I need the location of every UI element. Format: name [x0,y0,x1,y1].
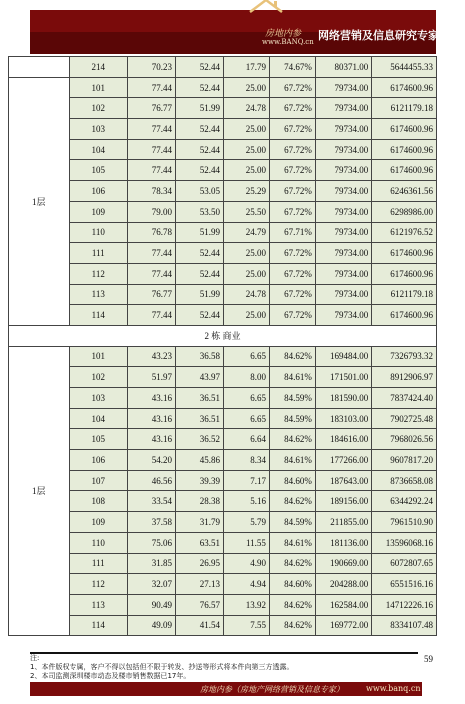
table-cell: 76.78 [127,222,175,243]
table-row [9,388,437,409]
unit-number: 113 [69,594,127,615]
table-cell: 63.51 [176,532,224,553]
table-cell: 67.72% [269,139,315,160]
table-cell: 67.72% [269,160,315,181]
table-cell: 6246361.56 [372,181,437,202]
notes-box [30,652,418,682]
unit-number: 101 [69,346,127,367]
table-cell: 6.65 [224,346,270,367]
table-row [9,57,437,78]
table-cell: 41.54 [176,615,224,636]
table-cell: 84.62% [269,491,315,512]
sales-table [8,56,437,636]
table-row [9,512,437,533]
table-cell: 183103.00 [315,408,371,429]
table-cell: 79734.00 [315,305,371,326]
unit-number: 114 [69,615,127,636]
table-cell: 162584.00 [315,594,371,615]
table-row [9,139,437,160]
table-cell: 13.92 [224,594,270,615]
table-cell: 169772.00 [315,615,371,636]
table-cell: 211855.00 [315,512,371,533]
table-cell: 6174600.96 [372,139,437,160]
brand-url: www.BANQ.cn [262,38,314,46]
table-cell: 171501.00 [315,367,371,388]
table-cell: 84.61% [269,450,315,471]
table-cell: 79.00 [127,201,175,222]
table-cell: 79734.00 [315,263,371,284]
table-cell: 25.50 [224,201,270,222]
table-row [9,491,437,512]
table-cell: 6298986.00 [372,201,437,222]
table-cell: 31.85 [127,553,175,574]
table-cell: 84.61% [269,532,315,553]
table-cell: 53.50 [176,201,224,222]
table-cell: 184616.00 [315,429,371,450]
table-cell: 25.00 [224,305,270,326]
table-cell: 7837424.40 [372,388,437,409]
table-row [9,615,437,636]
table-cell: 79734.00 [315,222,371,243]
unit-number: 104 [69,408,127,429]
table-row [9,98,437,119]
table-row [9,532,437,553]
table-cell: 78.34 [127,181,175,202]
table-cell: 6121179.18 [372,98,437,119]
unit-number: 103 [69,388,127,409]
table-cell: 84.59% [269,512,315,533]
floor-label: 1层 [9,346,70,636]
table-cell: 67.72% [269,77,315,98]
table-cell: 77.44 [127,139,175,160]
table-cell: 7968026.56 [372,429,437,450]
table-cell: 189156.00 [315,491,371,512]
table-cell: 181590.00 [315,388,371,409]
table-cell: 25.00 [224,139,270,160]
table-cell: 181136.00 [315,532,371,553]
table-cell: 6174600.96 [372,77,437,98]
table-cell: 8912906.97 [372,367,437,388]
table-row [9,450,437,471]
table-cell: 79734.00 [315,98,371,119]
table-row [9,243,437,264]
table-cell: 79734.00 [315,181,371,202]
table-cell: 5.79 [224,512,270,533]
table-cell: 52.44 [176,57,224,78]
table-cell: 45.86 [176,450,224,471]
table-cell: 52.44 [176,243,224,264]
table-cell: 6121976.52 [372,222,437,243]
table-cell: 51.99 [176,284,224,305]
unit-number: 108 [69,491,127,512]
table-cell: 24.78 [224,98,270,119]
table-cell: 49.09 [127,615,175,636]
unit-number: 111 [69,553,127,574]
table-cell: 51.99 [176,222,224,243]
table-cell: 76.57 [176,594,224,615]
table-cell: 43.16 [127,408,175,429]
table-cell: 79734.00 [315,139,371,160]
unit-number: 110 [69,222,127,243]
table-cell: 36.58 [176,346,224,367]
table-cell: 79734.00 [315,284,371,305]
table-cell: 77.44 [127,305,175,326]
table-cell: 37.58 [127,512,175,533]
table-cell: 26.95 [176,553,224,574]
table-cell: 74.67% [269,57,315,78]
table-cell: 43.23 [127,346,175,367]
table-cell: 9607817.20 [372,450,437,471]
table-cell: 77.44 [127,119,175,140]
table-cell: 7.55 [224,615,270,636]
table-cell: 4.90 [224,553,270,574]
table-cell: 36.52 [176,429,224,450]
table-cell: 43.16 [127,429,175,450]
table-cell: 17.79 [224,57,270,78]
unit-number: 105 [69,429,127,450]
table-cell: 84.62% [269,553,315,574]
table-row [9,574,437,595]
table-cell: 6.64 [224,429,270,450]
table-cell: 187643.00 [315,470,371,491]
table-cell: 79734.00 [315,201,371,222]
unit-number: 105 [69,160,127,181]
unit-number: 112 [69,263,127,284]
table-cell: 52.44 [176,305,224,326]
table-cell: 6344292.24 [372,491,437,512]
table-cell: 33.54 [127,491,175,512]
table-row [9,553,437,574]
table-cell: 6174600.96 [372,305,437,326]
table-cell: 25.00 [224,77,270,98]
table-cell: 77.44 [127,243,175,264]
table-row [9,429,437,450]
table-cell: 11.55 [224,532,270,553]
table-cell: 84.62% [269,615,315,636]
table-cell: 13596068.16 [372,532,437,553]
table-cell: 27.13 [176,574,224,595]
table-cell: 84.60% [269,470,315,491]
table-row [9,160,437,181]
table-cell: 79734.00 [315,243,371,264]
unit-number: 111 [69,243,127,264]
table-cell: 25.29 [224,181,270,202]
table-cell: 76.77 [127,98,175,119]
table-cell: 6072807.65 [372,553,437,574]
table-row [9,119,437,140]
table-cell: 25.00 [224,263,270,284]
table-cell: 84.59% [269,388,315,409]
table-cell: 7961510.90 [372,512,437,533]
table-cell: 8.00 [224,367,270,388]
table-cell: 84.62% [269,429,315,450]
table-cell: 32.07 [127,574,175,595]
unit-number: 110 [69,532,127,553]
table-cell: 6174600.96 [372,263,437,284]
page-number: 59 [424,654,433,664]
table-row [9,470,437,491]
table-cell: 67.72% [269,181,315,202]
house-logo-icon [248,0,284,22]
table-cell: 67.72% [269,201,315,222]
table-cell: 31.79 [176,512,224,533]
table-row [9,284,437,305]
table-cell: 8736658.08 [372,470,437,491]
table-cell: 4.94 [224,574,270,595]
table-row [9,222,437,243]
table-cell: 53.05 [176,181,224,202]
unit-number: 114 [69,305,127,326]
unit-number: 109 [69,512,127,533]
table-cell: 6.65 [224,408,270,429]
table-cell: 84.60% [269,574,315,595]
footer-url: www.banq.cn [366,684,421,693]
table-cell: 5.16 [224,491,270,512]
table-cell: 67.72% [269,98,315,119]
table-cell: 46.56 [127,470,175,491]
unit-number: 103 [69,119,127,140]
table-cell: 52.44 [176,119,224,140]
table-cell: 5644455.33 [372,57,437,78]
table-cell: 77.44 [127,160,175,181]
table-cell: 6174600.96 [372,243,437,264]
table-row [9,201,437,222]
table-cell: 6121179.18 [372,284,437,305]
table-cell: 177266.00 [315,450,371,471]
table-cell: 84.62% [269,346,315,367]
table-cell: 36.51 [176,388,224,409]
table-cell: 51.97 [127,367,175,388]
floor-label: 1层 [9,77,70,325]
table-cell: 25.00 [224,119,270,140]
table-cell: 24.78 [224,284,270,305]
table-row [9,408,437,429]
table-cell: 52.44 [176,263,224,284]
table-row [9,305,437,326]
table-cell: 28.38 [176,491,224,512]
table-cell: 25.00 [224,243,270,264]
table-cell: 36.51 [176,408,224,429]
table-cell: 84.62% [269,594,315,615]
table-cell: 190669.00 [315,553,371,574]
table-cell: 24.79 [224,222,270,243]
notes-line-2: 2、本司监测深圳楼市动态及楼市销售数据已17年。 [30,672,191,680]
table-cell: 77.44 [127,263,175,284]
table-cell: 14712226.16 [372,594,437,615]
section-header-row [9,325,437,346]
brand-name: 房地内参 [265,29,302,39]
unit-number: 214 [69,57,127,78]
table-cell: 84.61% [269,367,315,388]
table-cell: 8334107.48 [372,615,437,636]
unit-number: 112 [69,574,127,595]
table-row [9,346,437,367]
unit-number: 106 [69,450,127,471]
table-cell: 39.39 [176,470,224,491]
table-cell: 6.65 [224,388,270,409]
unit-number: 101 [69,77,127,98]
unit-number: 107 [69,470,127,491]
table-cell: 7902725.48 [372,408,437,429]
table-cell: 51.99 [176,98,224,119]
table-cell: 70.23 [127,57,175,78]
table-cell: 7326793.32 [372,346,437,367]
table-cell: 8.34 [224,450,270,471]
footer-text: 房地内参（房地产网络营销及信息专家） [200,685,344,694]
table-cell: 77.44 [127,77,175,98]
table-cell: 6174600.96 [372,160,437,181]
table-cell: 43.97 [176,367,224,388]
unit-number: 104 [69,139,127,160]
table-cell: 52.44 [176,77,224,98]
table-cell: 6551516.16 [372,574,437,595]
table-cell: 6174600.96 [372,119,437,140]
table-cell: 204288.00 [315,574,371,595]
table-cell: 79734.00 [315,77,371,98]
table-cell: 67.72% [269,263,315,284]
table-cell: 52.44 [176,160,224,181]
table-row [9,263,437,284]
table-cell: 67.72% [269,305,315,326]
table-cell: 7.17 [224,470,270,491]
table-cell: 52.44 [176,139,224,160]
table-cell: 84.59% [269,408,315,429]
section-label: 2 栋 商业 [9,325,437,346]
unit-number: 109 [69,201,127,222]
unit-number: 102 [69,367,127,388]
table-cell: 67.72% [269,243,315,264]
table-cell: 54.20 [127,450,175,471]
table-cell: 80371.00 [315,57,371,78]
table-cell: 75.06 [127,532,175,553]
table-cell: 76.77 [127,284,175,305]
table-cell: 67.72% [269,119,315,140]
table-cell: 67.72% [269,284,315,305]
header-title: 网络营销及信息研究专家 [318,29,439,42]
unit-number: 113 [69,284,127,305]
table-cell: 67.71% [269,222,315,243]
floor-label [9,57,70,78]
table-cell: 90.49 [127,594,175,615]
table-row [9,367,437,388]
notes-line-1: 1、本件版权专属，客户不得以包括但不限于转发、抄送等形式将本件向第三方透露。 [30,663,294,671]
unit-number: 102 [69,98,127,119]
table-row [9,594,437,615]
table-cell: 79734.00 [315,119,371,140]
table-row [9,77,437,98]
table-row [9,181,437,202]
table-cell: 25.00 [224,160,270,181]
table-cell: 79734.00 [315,160,371,181]
unit-number: 106 [69,181,127,202]
notes-heading: 注: [30,654,40,662]
table-cell: 43.16 [127,388,175,409]
table-cell: 169484.00 [315,346,371,367]
